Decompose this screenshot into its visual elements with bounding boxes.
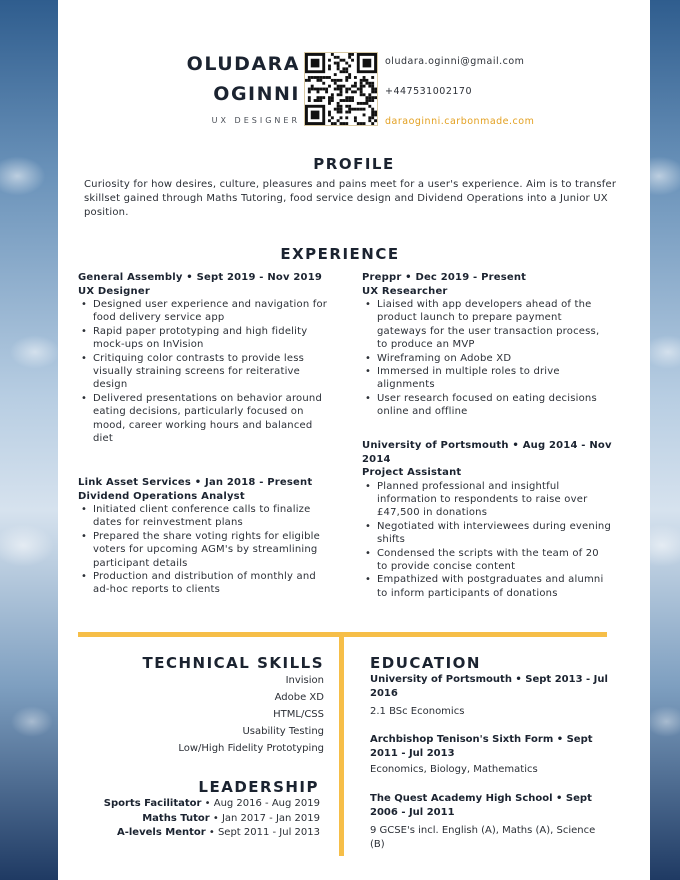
education-detail: 9 GCSE's incl. English (A), Maths (A), Science (B) bbox=[370, 825, 596, 850]
first-name: OLUDARA bbox=[186, 53, 300, 75]
list-item: • User research focused on eating decisions online and offline bbox=[377, 392, 612, 419]
job-bullets bbox=[362, 480, 612, 601]
job-general-assembly bbox=[78, 271, 328, 445]
qr-code-icon bbox=[304, 52, 378, 126]
job-header: University of Portsmouth • Aug 2014 - Nov 2014 bbox=[362, 440, 612, 465]
list-item: Sports Facilitator • Aug 2016 - Aug 2019 bbox=[103, 798, 320, 809]
job-university-portsmouth bbox=[362, 439, 612, 600]
job-bullets bbox=[362, 298, 612, 419]
education-title: University of Portsmouth • Sept 2013 - Jul 2016 bbox=[370, 674, 608, 699]
list-item: Adobe XD bbox=[274, 692, 324, 703]
skills-heading: TECHNICAL SKILLS bbox=[142, 654, 324, 672]
email-link[interactable]: oludara.oginni@gmail.com bbox=[385, 56, 525, 67]
education-list bbox=[370, 673, 608, 852]
list-item: Maths Tutor • Jan 2017 - Jan 2019 bbox=[142, 812, 320, 824]
list-item: HTML/CSS bbox=[273, 709, 324, 720]
cloud-background-right bbox=[650, 0, 680, 880]
job-header: Link Asset Services • Jan 2018 - Present bbox=[78, 477, 313, 488]
leadership-list bbox=[60, 797, 320, 841]
list-item: Low/High Fidelity Prototyping bbox=[178, 743, 324, 754]
skills-list bbox=[84, 672, 324, 757]
resume-page bbox=[58, 0, 650, 880]
job-preppr bbox=[362, 271, 612, 419]
job-bullets bbox=[78, 298, 328, 445]
job-title: UX Researcher bbox=[362, 285, 448, 297]
list-item: • Rapid paper prototyping and high fidelity mock-ups on InVision bbox=[93, 325, 328, 352]
education-detail: Economics, Biology, Mathematics bbox=[370, 764, 538, 775]
education-title: Archbishop Tenison's Sixth Form • Sept 2011 - Jul 2013 bbox=[370, 734, 593, 759]
job-link-asset-services bbox=[78, 476, 328, 597]
experience-heading: EXPERIENCE bbox=[280, 245, 400, 263]
job-header: General Assembly • Sept 2019 - Nov 2019 bbox=[78, 272, 323, 283]
last-name: OGINNI bbox=[213, 83, 300, 105]
list-item: • Planned professional and insightful information to respondents to raise over £47,500 in donations bbox=[377, 480, 612, 520]
profile-heading: PROFILE bbox=[313, 155, 395, 173]
website-link[interactable]: daraoginni.carbonmade.com bbox=[385, 116, 535, 127]
list-item: • Prepared the share voting rights for eligible voters for upcoming AGM's by streamlining participant details bbox=[93, 530, 328, 570]
list-item: • Delivered presentations on behavior around eating decisions, particularly focused on mood, career working hours and balanced diet bbox=[93, 392, 328, 446]
vertical-divider bbox=[339, 634, 344, 856]
job-title: Dividend Operations Analyst bbox=[78, 490, 245, 502]
job-title: Project Assistant bbox=[362, 467, 462, 478]
education-detail: 2.1 BSc Economics bbox=[370, 706, 465, 717]
education-title: The Quest Academy High School • Sept 2006 - Jul 2011 bbox=[370, 793, 592, 818]
list-item: Usability Testing bbox=[242, 726, 324, 737]
cloud-background-left bbox=[0, 0, 58, 880]
list-item: • Liaised with app developers ahead of the product launch to prepare payment gateways for the user transaction process, to produce an MVP bbox=[377, 298, 612, 352]
list-item: • Condensed the scripts with the team of 20 to provide concise content bbox=[377, 547, 612, 574]
list-item: A-levels Mentor • Sept 2011 - Jul 2013 bbox=[116, 827, 320, 838]
list-item: Invision bbox=[285, 675, 324, 686]
list-item: • Critiquing color contrasts to provide less visually straining screens for reiterative design bbox=[93, 352, 328, 392]
list-item: • Immersed in multiple roles to drive alignments bbox=[377, 365, 612, 392]
list-item: • Designed user experience and navigation for food delivery service app bbox=[93, 298, 328, 325]
job-title: UX Designer bbox=[78, 285, 150, 297]
phone-number: +447531002170 bbox=[385, 86, 472, 97]
list-item: • Production and distribution of monthly and ad-hoc reports to clients bbox=[93, 570, 328, 597]
leadership-heading: LEADERSHIP bbox=[198, 778, 319, 796]
profile-text: Curiosity for how desires, culture, pleasures and pains meet for a user's experience. Aim is to transfer skillset gained through Maths Tutoring, food service design and Dividend Operations into a Junior UX position. bbox=[84, 179, 617, 218]
list-item: • Wireframing on Adobe XD bbox=[377, 352, 612, 365]
role-subtitle: UX DESIGNER bbox=[211, 116, 300, 125]
job-header: Preppr • Dec 2019 - Present bbox=[362, 272, 527, 283]
list-item: • Empathized with postgraduates and alumni to inform participants of donations bbox=[377, 573, 612, 600]
list-item: • Initiated client conference calls to finalize dates for reinvestment plans bbox=[93, 503, 328, 530]
job-bullets bbox=[78, 503, 328, 597]
list-item: • Negotiated with interviewees during evening shifts bbox=[377, 520, 612, 547]
education-heading: EDUCATION bbox=[370, 654, 481, 672]
